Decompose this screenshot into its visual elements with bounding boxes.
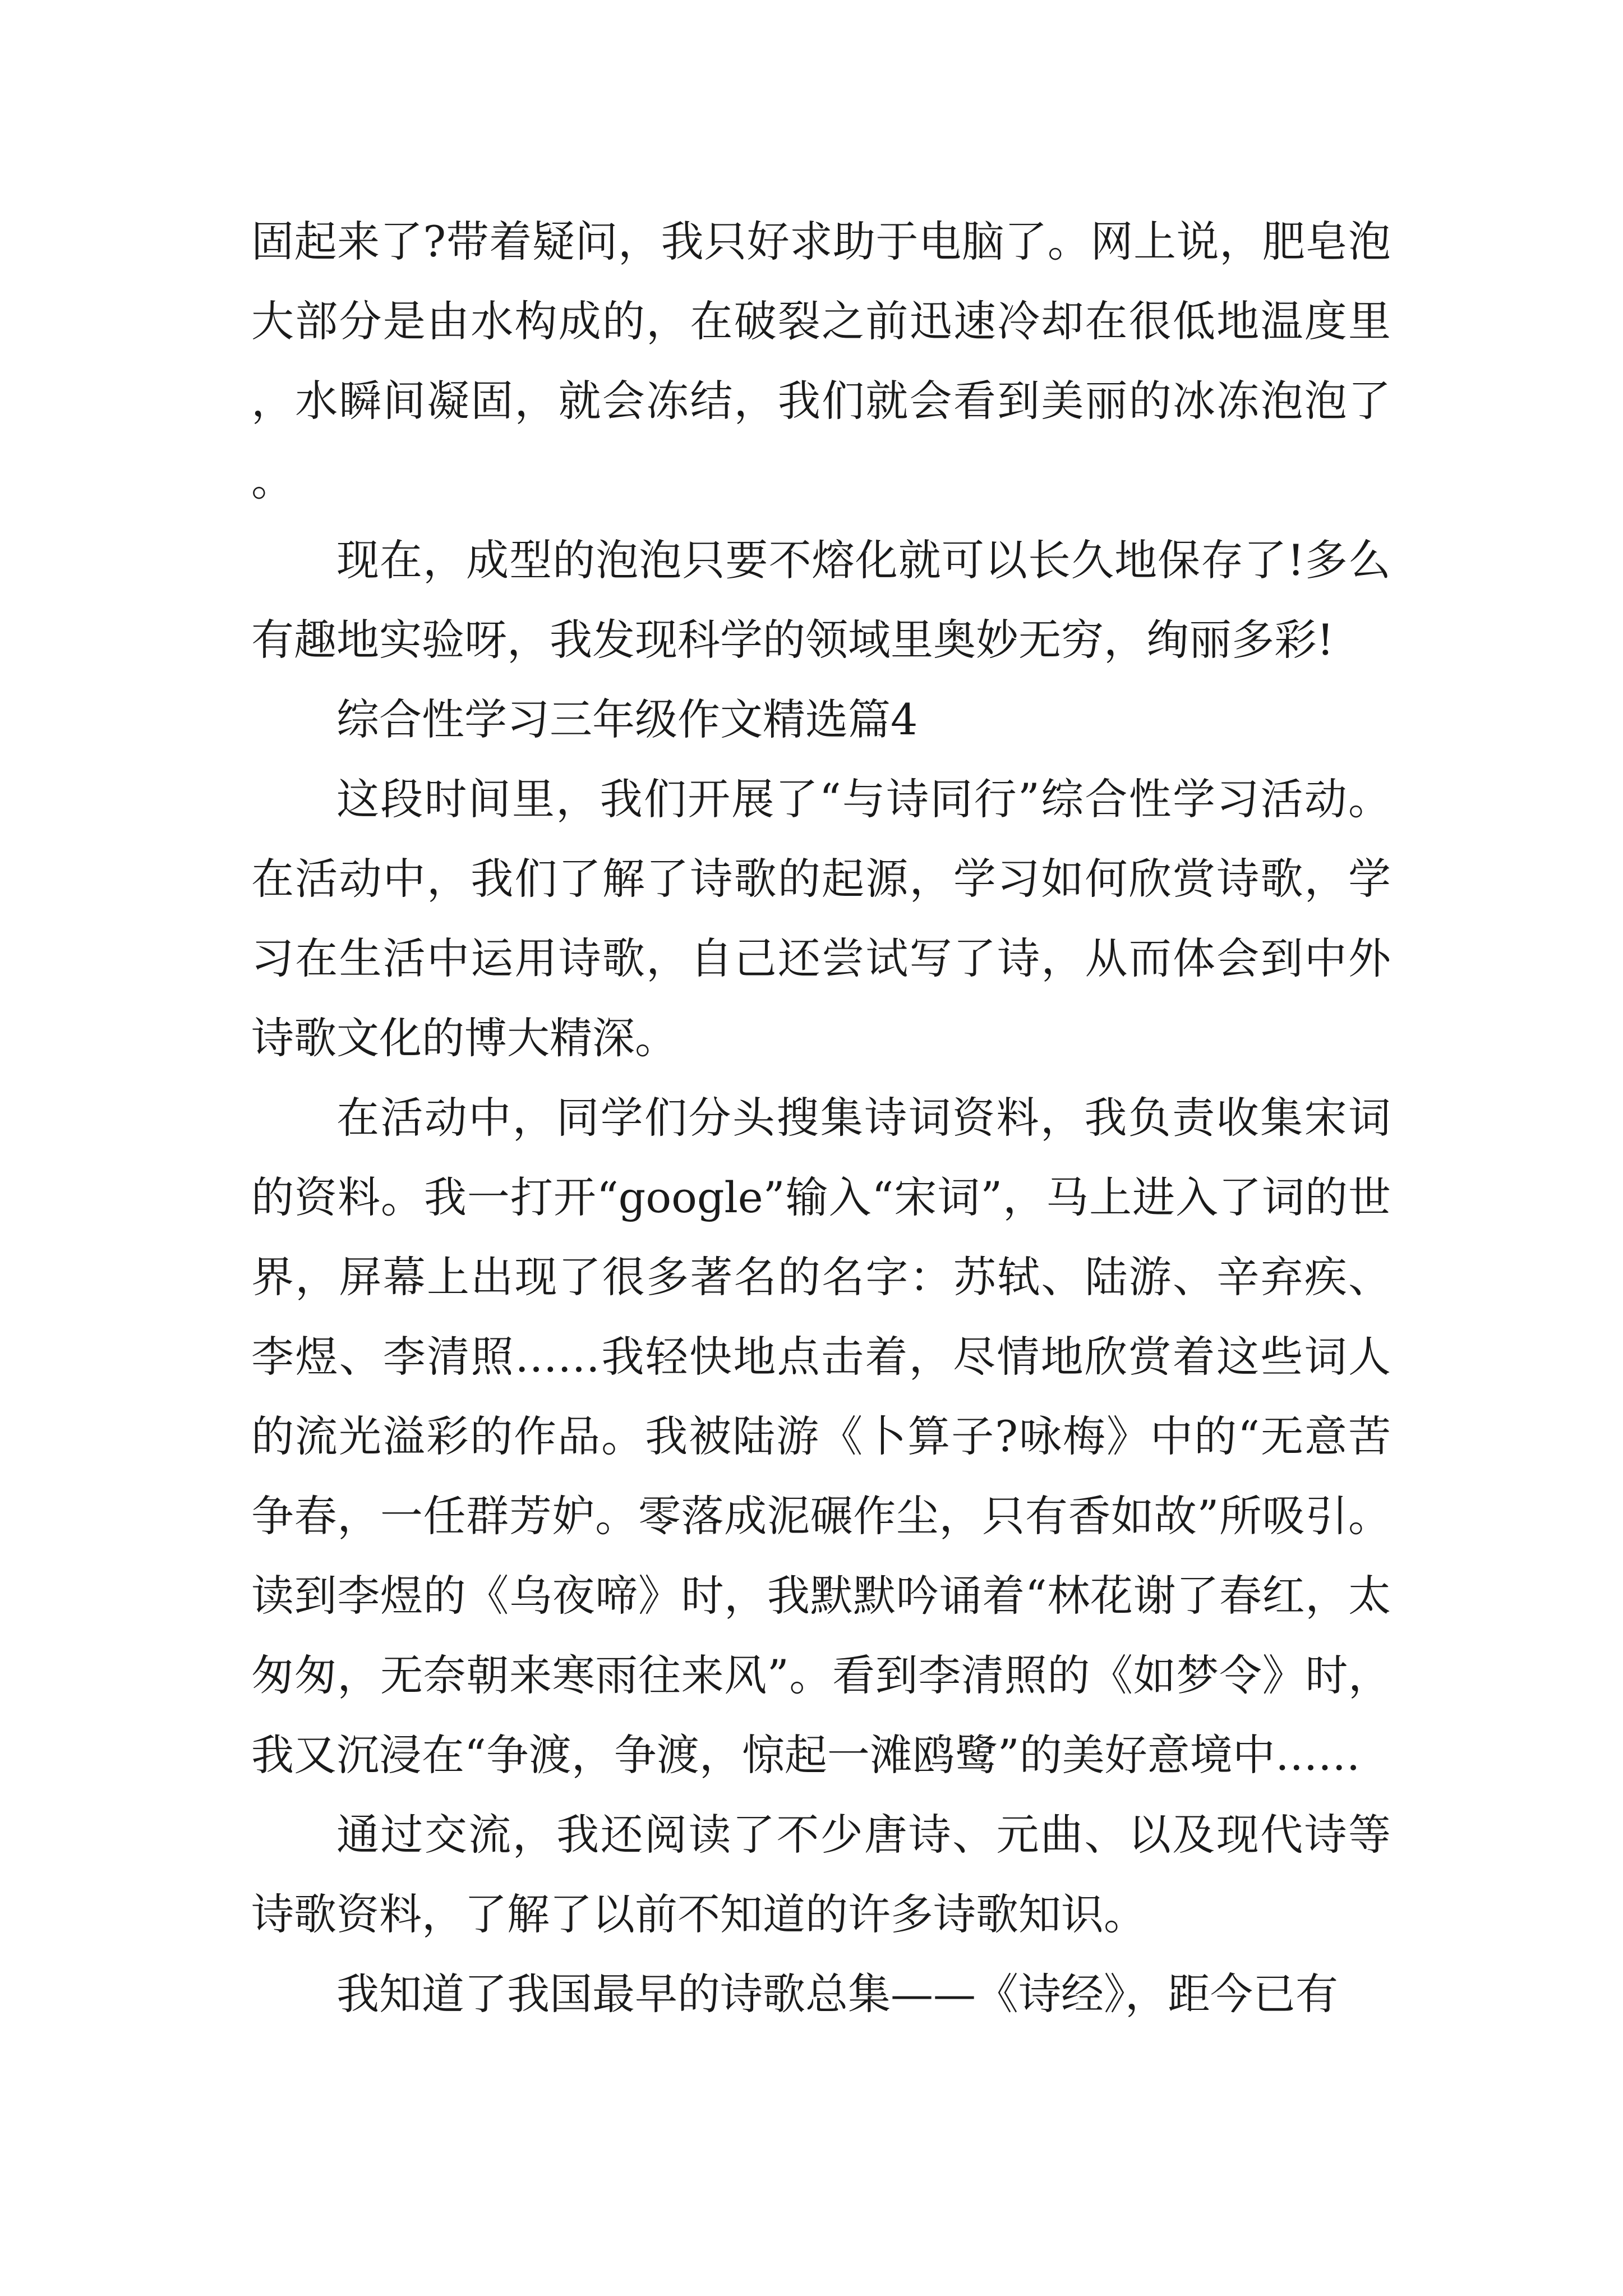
paragraph-reading-exchange: 通过交流，我还阅读了不少唐诗、元曲、以及现代诗等诗歌资料，了解了以前不知道的许多诗歌知识。 [251, 1810, 1391, 1939]
paragraph-activity-intro: 这段时间里，我们开展了“与诗同行”综合性学习活动。在活动中，我们了解了诗歌的起源，学习如何欣赏诗歌，学习在生活中运用诗歌，自己还尝试写了诗，从而体会到中外诗歌文化的博大精深。 [251, 774, 1391, 1063]
paragraph-song-ci-search: 在活动中，同学们分头搜集诗词资料，我负责收集宋词的资料。我一打开“google”输入“宋词”，马上进入了词的世界，屏幕上出现了很多著名的名字：苏轼、陆游、辛弃疾、李煜、李清照……我轻快地点击着，尽情地欣赏着这些词人的流光溢彩的作品。我被陆游《卜算子?咏梅》中的“无意苦争春，一任群芳妒。零落成泥碾作尘，只有香如故”所吸引。读到李煜的《乌夜啼》时，我默默吟诵着“林花谢了春红，太匆匆，无奈朝来寒雨往来风”。看到李清照的《如梦令》时，我又沉浸在“争渡，争渡，惊起一滩鸥鹭”的美好意境中…… [251, 1093, 1391, 1780]
paragraph-book-of-songs: 我知道了我国最早的诗歌总集——《诗经》，距今已有 [336, 1969, 1338, 2019]
section-heading: 综合性学习三年级作文精选篇4 [336, 694, 918, 744]
paragraph-bubble-explanation: 固起来了?带着疑问，我只好求助于电脑了。网上说，肥皂泡大部分是由水构成的，在破裂之前迅速冷却在很低地温度里，水瞬间凝固，就会冻结，我们就会看到美丽的冰冻泡泡了。 [251, 217, 1391, 505]
document-page [251, 202, 1391, 2034]
paragraph-conclusion: 现在，成型的泡泡只要不熔化就可以长久地保存了!多么有趣地实验呀，我发现科学的领域里奥妙无穷，绚丽多彩! [251, 535, 1391, 665]
